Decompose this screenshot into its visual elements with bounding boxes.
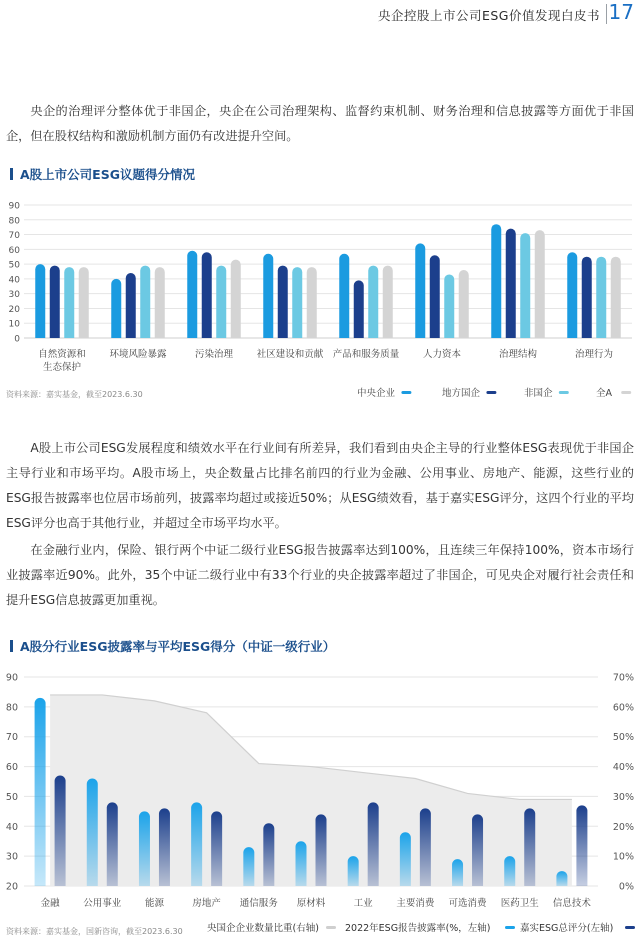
chart1-title bbox=[10, 165, 195, 183]
y-tick-label: 20 bbox=[8, 304, 20, 315]
bar bbox=[231, 260, 241, 338]
y-tick-label: 70 bbox=[8, 231, 20, 242]
paragraph-finance: 在金融行业内，保险、银行两个中证二级行业ESG报告披露率达到100%，且连续三年保持100%，资本市场行业披露率近90%。此外，35个中证二级行业中有33个行业的央企披露率超过了非国企，可见央企对履行社会责任和提升ESG信息披露更加重视。 bbox=[6, 543, 634, 607]
x-tick-label: 环境风险暴露 bbox=[109, 349, 167, 360]
y-tick-label: 0 bbox=[14, 334, 20, 345]
x-tick-label: 人力资本 bbox=[422, 349, 462, 360]
y-left-tick-label: 40 bbox=[5, 821, 18, 833]
y-left-tick-label: 60 bbox=[5, 762, 18, 774]
y-right-tick-label: 60% bbox=[612, 702, 634, 714]
bar bbox=[278, 266, 288, 338]
bar bbox=[472, 814, 483, 886]
industry-disclosure-chart bbox=[0, 658, 640, 938]
paragraph-industry: A股上市公司ESG发展程度和绩效水平在行业间有所差异，我们看到由央企主导的行业整体ESG表现优于非国企主导行业和市场平均。A股市场上，央企数量占比排名前四的行业为金融、公用事业、房地产、能源，这些行业的ESG报告披露率也位居市场前列，披露率均超过或接近50%；从ESG绩效看，基于嘉实ESG评分，这四个行业的平均ESG评分也高于其他行业，并超过全市场平均水平。 bbox=[6, 441, 634, 530]
bar bbox=[400, 832, 411, 886]
bar bbox=[576, 805, 587, 886]
y-left-tick-label: 70 bbox=[5, 732, 18, 744]
bar bbox=[430, 255, 440, 338]
paragraph-governance: 央企的治理评分整体优于非国企，央企在公司治理架构、监督约束机制、财务治理和信息披露等方面优于非国企，但在股权结构和激励机制方面仍有改进提升空间。 bbox=[6, 104, 634, 143]
y-tick-label: 30 bbox=[8, 290, 20, 301]
y-tick-label: 80 bbox=[8, 216, 20, 227]
x-tick-label: 原材料 bbox=[296, 898, 326, 909]
bar bbox=[535, 230, 545, 338]
legend-label: 中央企业 bbox=[357, 388, 396, 399]
x-tick-label: 医药卫生 bbox=[500, 898, 539, 909]
bar bbox=[79, 267, 89, 338]
bar bbox=[420, 808, 431, 886]
bar bbox=[50, 266, 60, 338]
legend-swatch bbox=[621, 391, 631, 394]
bar bbox=[611, 257, 621, 338]
chart2-source: 资料来源：嘉实基金，国新咨询，截至2023.6.30 bbox=[6, 927, 183, 936]
y-right-tick-label: 0% bbox=[618, 881, 634, 893]
bar bbox=[354, 280, 364, 338]
bar bbox=[596, 257, 606, 338]
y-tick-label: 60 bbox=[8, 245, 20, 256]
y-tick-label: 50 bbox=[8, 260, 20, 271]
bar bbox=[107, 802, 118, 886]
esg-topic-score-chart bbox=[0, 192, 640, 407]
y-right-tick-label: 20% bbox=[612, 821, 634, 833]
bar bbox=[506, 229, 516, 338]
bar bbox=[368, 802, 379, 886]
bar bbox=[263, 823, 274, 886]
bar bbox=[191, 802, 202, 886]
x-tick-label: 社区建设和贡献 bbox=[256, 349, 324, 360]
y-right-tick-label: 70% bbox=[612, 672, 634, 684]
legend-label: 非国企 bbox=[524, 388, 553, 399]
y-right-tick-label: 50% bbox=[612, 732, 634, 744]
bar bbox=[155, 267, 165, 338]
legend-label: 地方国企 bbox=[442, 388, 481, 399]
x-tick-label: 主要消费 bbox=[396, 898, 435, 909]
title-accent-bar bbox=[10, 640, 13, 652]
y-left-tick-label: 90 bbox=[5, 672, 18, 684]
title-accent-bar bbox=[10, 168, 13, 180]
y-right-tick-label: 30% bbox=[612, 791, 634, 803]
x-tick-label: 能源 bbox=[144, 898, 164, 909]
legend-swatch bbox=[625, 926, 635, 929]
legend-label: 央国企企业数量比重(右轴) bbox=[207, 923, 319, 934]
bar bbox=[292, 267, 302, 338]
bar bbox=[35, 698, 46, 886]
x-tick-label: 公用事业 bbox=[83, 898, 122, 909]
bar bbox=[452, 859, 463, 886]
x-tick-label: 信息技术 bbox=[552, 898, 591, 909]
chart2-title bbox=[10, 637, 335, 655]
x-tick-label: 治理结构 bbox=[498, 349, 538, 360]
bar bbox=[567, 252, 577, 338]
bar bbox=[415, 243, 425, 338]
bar bbox=[126, 273, 136, 338]
x-tick-label: 生态保护 bbox=[42, 362, 82, 373]
x-tick-label: 治理行为 bbox=[574, 349, 614, 360]
y-tick-label: 10 bbox=[8, 319, 20, 330]
legend-swatch bbox=[486, 391, 496, 394]
y-left-tick-label: 30 bbox=[5, 851, 18, 863]
bar bbox=[316, 814, 327, 886]
bar bbox=[243, 847, 254, 886]
page-number: 17 bbox=[608, 0, 634, 24]
x-tick-label: 通信服务 bbox=[239, 898, 278, 909]
legend-label: 嘉实ESG总评分(左轴) bbox=[520, 923, 614, 934]
bar bbox=[211, 811, 222, 886]
legend-swatch bbox=[401, 391, 411, 394]
bar bbox=[348, 856, 359, 886]
legend-swatch bbox=[505, 926, 515, 929]
chart1-source: 资料来源：嘉实基金，截至2023.6.30 bbox=[6, 390, 143, 399]
y-tick-label: 90 bbox=[8, 201, 20, 212]
legend-swatch bbox=[559, 391, 569, 394]
bar bbox=[202, 252, 212, 338]
bar bbox=[307, 267, 317, 338]
bar bbox=[556, 871, 567, 886]
document-title: 央企控股上市公司ESG价值发现白皮书 bbox=[377, 8, 600, 23]
x-tick-label: 污染治理 bbox=[194, 349, 234, 360]
bar bbox=[339, 254, 349, 338]
bar bbox=[582, 257, 592, 338]
bar bbox=[35, 264, 45, 338]
x-tick-label: 金融 bbox=[40, 898, 60, 909]
y-left-tick-label: 20 bbox=[5, 881, 18, 893]
y-left-tick-label: 80 bbox=[5, 702, 18, 714]
y-right-tick-label: 40% bbox=[612, 762, 634, 774]
chart2-title-text: A股分行业ESG披露率与平均ESG得分（中证一级行业） bbox=[20, 639, 336, 654]
bar bbox=[159, 808, 170, 886]
x-tick-label: 房地产 bbox=[192, 898, 221, 909]
bar bbox=[368, 266, 378, 338]
bar bbox=[187, 251, 197, 338]
bar bbox=[140, 266, 150, 338]
bar bbox=[55, 776, 66, 886]
y-tick-label: 40 bbox=[8, 275, 20, 286]
bar bbox=[64, 267, 74, 338]
bar bbox=[524, 808, 535, 886]
bar bbox=[459, 270, 469, 338]
header-divider bbox=[606, 4, 607, 24]
y-left-tick-label: 50 bbox=[5, 791, 18, 803]
legend-label: 2022年ESG报告披露率(%，左轴) bbox=[345, 923, 491, 934]
x-tick-label: 自然资源和 bbox=[38, 349, 86, 360]
x-tick-label: 可选消费 bbox=[448, 898, 487, 909]
y-right-tick-label: 10% bbox=[612, 851, 634, 863]
x-tick-label: 工业 bbox=[353, 898, 373, 909]
bar bbox=[216, 266, 226, 338]
bar bbox=[520, 233, 530, 338]
bar bbox=[504, 856, 515, 886]
chart1-title-text: A股上市公司ESG议题得分情况 bbox=[20, 167, 195, 182]
area-series bbox=[50, 695, 572, 886]
x-tick-label: 产品和服务质量 bbox=[332, 349, 400, 360]
bar bbox=[87, 779, 98, 886]
bar bbox=[139, 811, 150, 886]
bar bbox=[444, 274, 454, 338]
bar bbox=[111, 279, 121, 338]
bar bbox=[383, 266, 393, 338]
bar bbox=[491, 224, 501, 338]
bar bbox=[263, 254, 273, 338]
bar bbox=[296, 841, 307, 886]
legend-label: 全A bbox=[596, 388, 612, 399]
page-header bbox=[0, 0, 640, 30]
legend-swatch bbox=[326, 926, 336, 929]
